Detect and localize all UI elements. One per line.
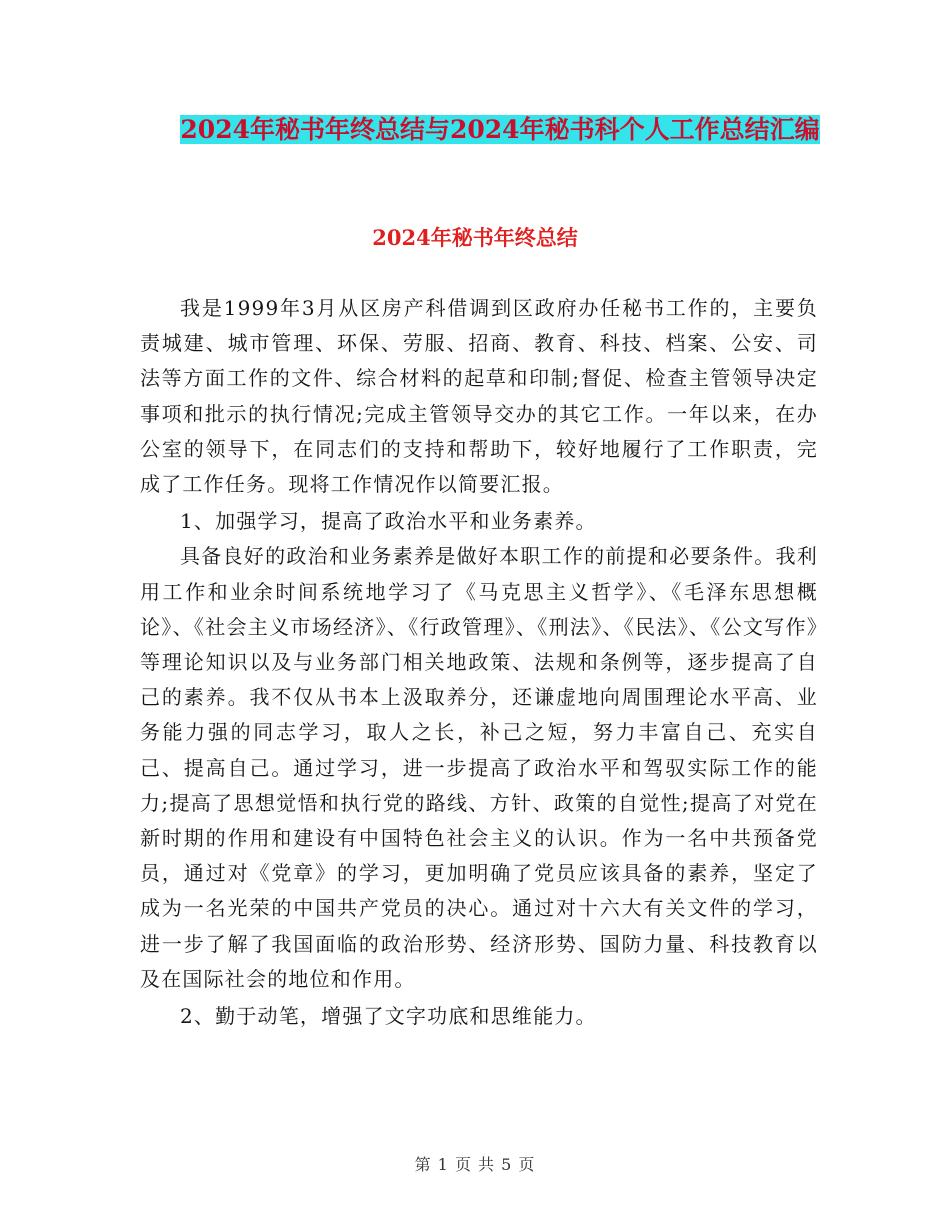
paragraph-heading-2: 2、勤于动笔，增强了文字功底和思维能力。 — [180, 1004, 597, 1029]
page-number: 第 1 页 共 5 页 — [414, 1155, 536, 1174]
paragraph-intro: 我是1999年3月从区房产科借调到区政府办任秘书工作的，主要负责城建、城市管理、环保、劳服、招商、教育、科技、档案、公安、司法等方面工作的文件、综合材料的起草和印制;督促、检查主管领导决定事项和批示的执行情况;完成主管领导交办的其它工作。一年以来，在办公室的领导下，在同志们的支持和帮助下，较好地履行了工作职责，完成了工作任务。现将工作情况作以简要汇报。 — [140, 296, 818, 497]
paragraph-study: 具备良好的政治和业务素养是做好本职工作的前提和必要条件。我利用工作和业余时间系统地学习了《马克思主义哲学》、《毛泽东思想概论》、《社会主义市场经济》、《行政管理》、《刑法》、《民法》、《公文写作》等理论知识以及与业务部门相关地政策、法规和条例等，逐步提高了自己的素养。我不仅从书本上汲取养分，还谦虚地向周围理论水平高、业务能力强的同志学习，取人之长，补己之短，努力丰富自己、充实自己、提高自己。通过学习，进一步提高了政治水平和驾驭实际工作的能力;提高了思想觉悟和执行党的路线、方针、政策的自觉性;提高了对党在新时期的作用和建设有中国特色社会主义的认识。作为一名中共预备党员，通过对《党章》的学习，更加明确了党员应该具备的素养，坚定了成为一名光荣的中国共产党员的决心。通过对十六大有关文件的学习，进一步了解了我国面临的政治形势、经济形势、国防力量、科技教育以及在国际社会的地位和作用。 — [140, 544, 818, 991]
document-title — [150, 106, 850, 153]
paragraph-heading-1: 1、加强学习，提高了政治水平和业务素养。 — [180, 509, 597, 534]
document-title-text: 2024年秘书年终总结与2024年秘书科个人工作总结汇编 — [180, 115, 820, 144]
section-title: 2024年秘书年终总结 — [372, 225, 578, 250]
document-body — [140, 291, 818, 1034]
